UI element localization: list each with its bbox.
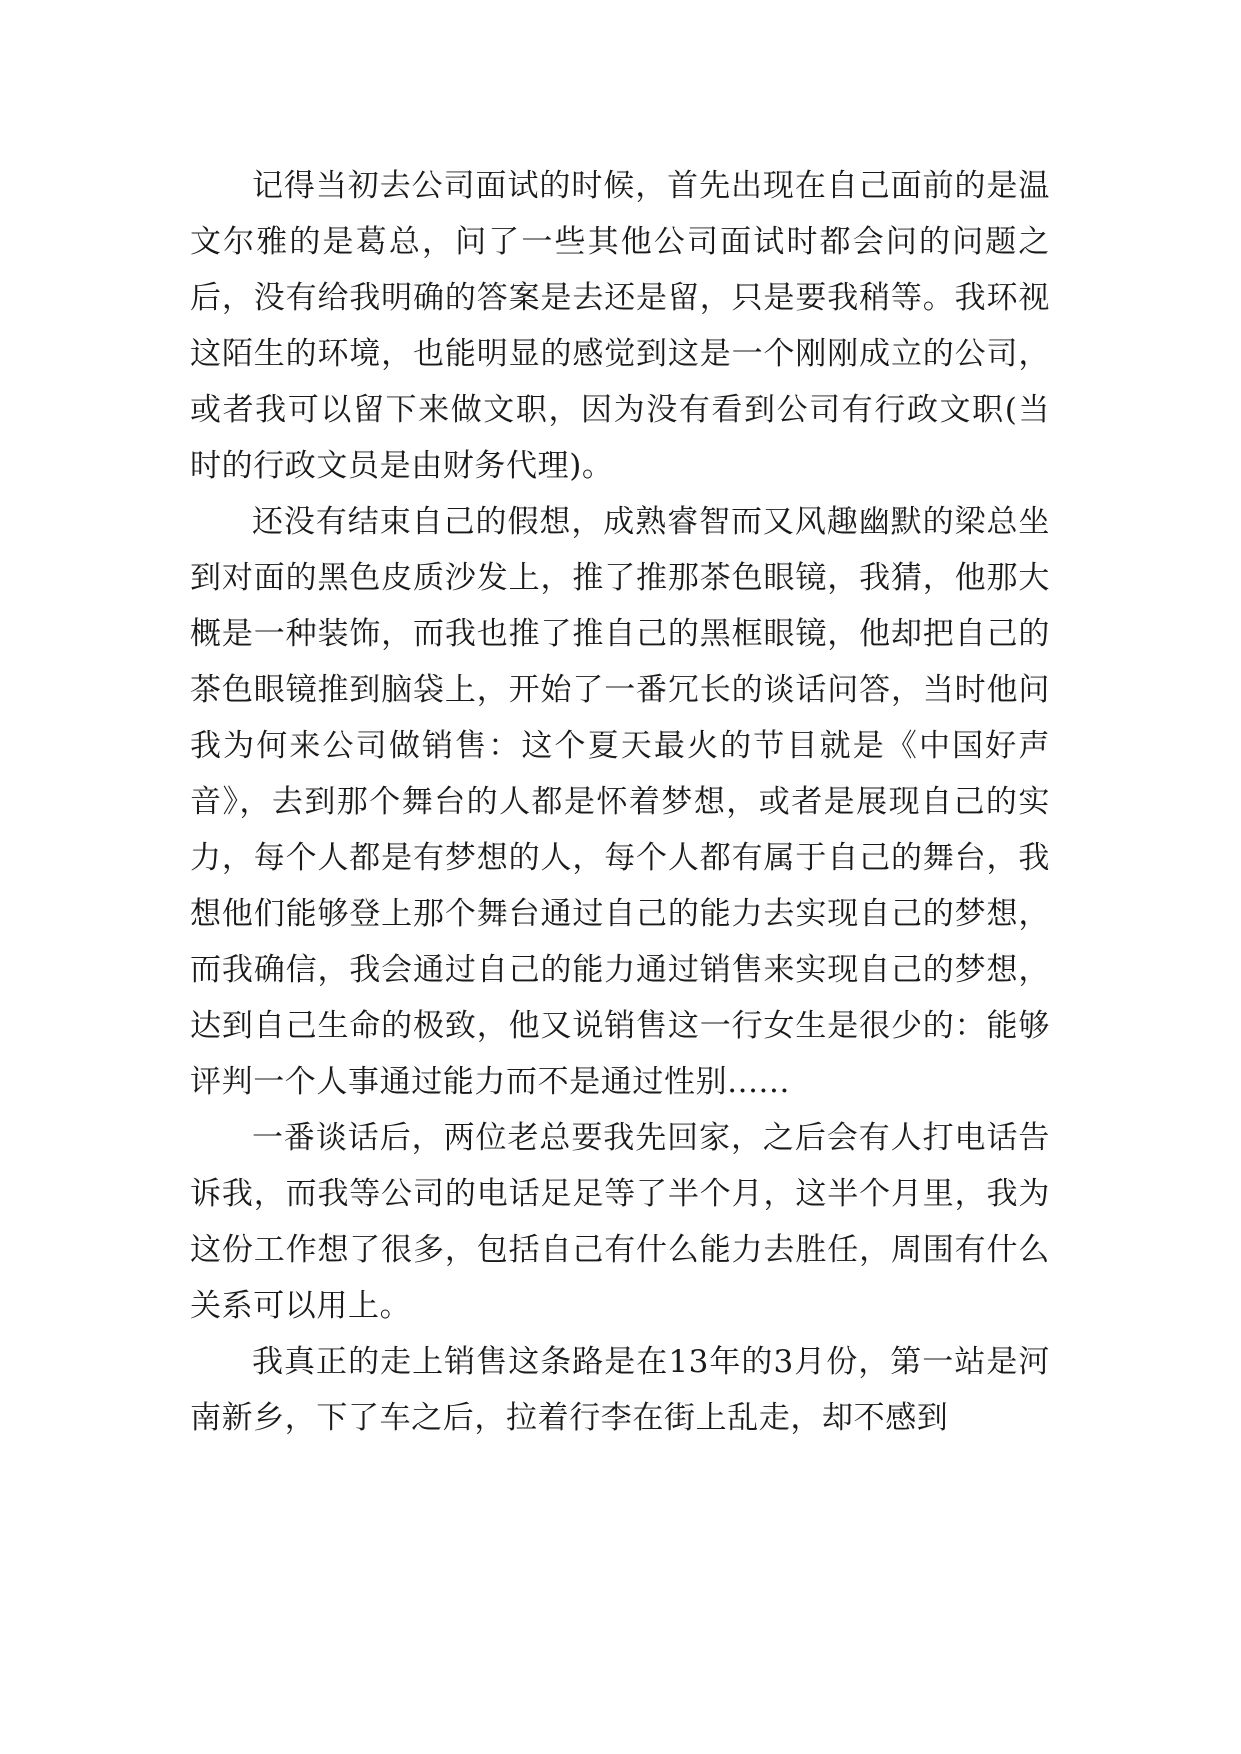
paragraph-3: 一番谈话后，两位老总要我先回家，之后会有人打电话告诉我，而我等公司的电话足足等了半个月，这半个月里，我为这份工作想了很多，包括自己有什么能力去胜任，周围有什么关系可以用上。 [190,1120,1050,1324]
document-body [190,158,1050,1446]
paragraph-4: 我真正的走上销售这条路是在13年的3月份，第一站是河南新乡，下了车之后，拉着行李在街上乱走，却不感到 [190,1344,1050,1436]
paragraph-1: 记得当初去公司面试的时候，首先出现在自己面前的是温文尔雅的是葛总，问了一些其他公司面试时都会问的问题之后，没有给我明确的答案是去还是留，只是要我稍等。我环视这陌生的环境，也能明显的感觉到这是一个刚刚成立的公司，或者我可以留下来做文职，因为没有看到公司有行政文职(当时的行政文员是由财务代理)。 [190,168,1050,484]
paragraph-2: 还没有结束自己的假想，成熟睿智而又风趣幽默的梁总坐到对面的黑色皮质沙发上，推了推那茶色眼镜，我猜，他那大概是一种装饰，而我也推了推自己的黑框眼镜，他却把自己的茶色眼镜推到脑袋上，开始了一番冗长的谈话问答，当时他问我为何来公司做销售：这个夏天最火的节目就是《中国好声音》，去到那个舞台的人都是怀着梦想，或者是展现自己的实力，每个人都是有梦想的人，每个人都有属于自己的舞台，我想他们能够登上那个舞台通过自己的能力去实现自己的梦想，而我确信，我会通过自己的能力通过销售来实现自己的梦想，达到自己生命的极致，他又说销售这一行女生是很少的：能够评判一个人事通过能力而不是通过性别...... [190,504,1050,1100]
